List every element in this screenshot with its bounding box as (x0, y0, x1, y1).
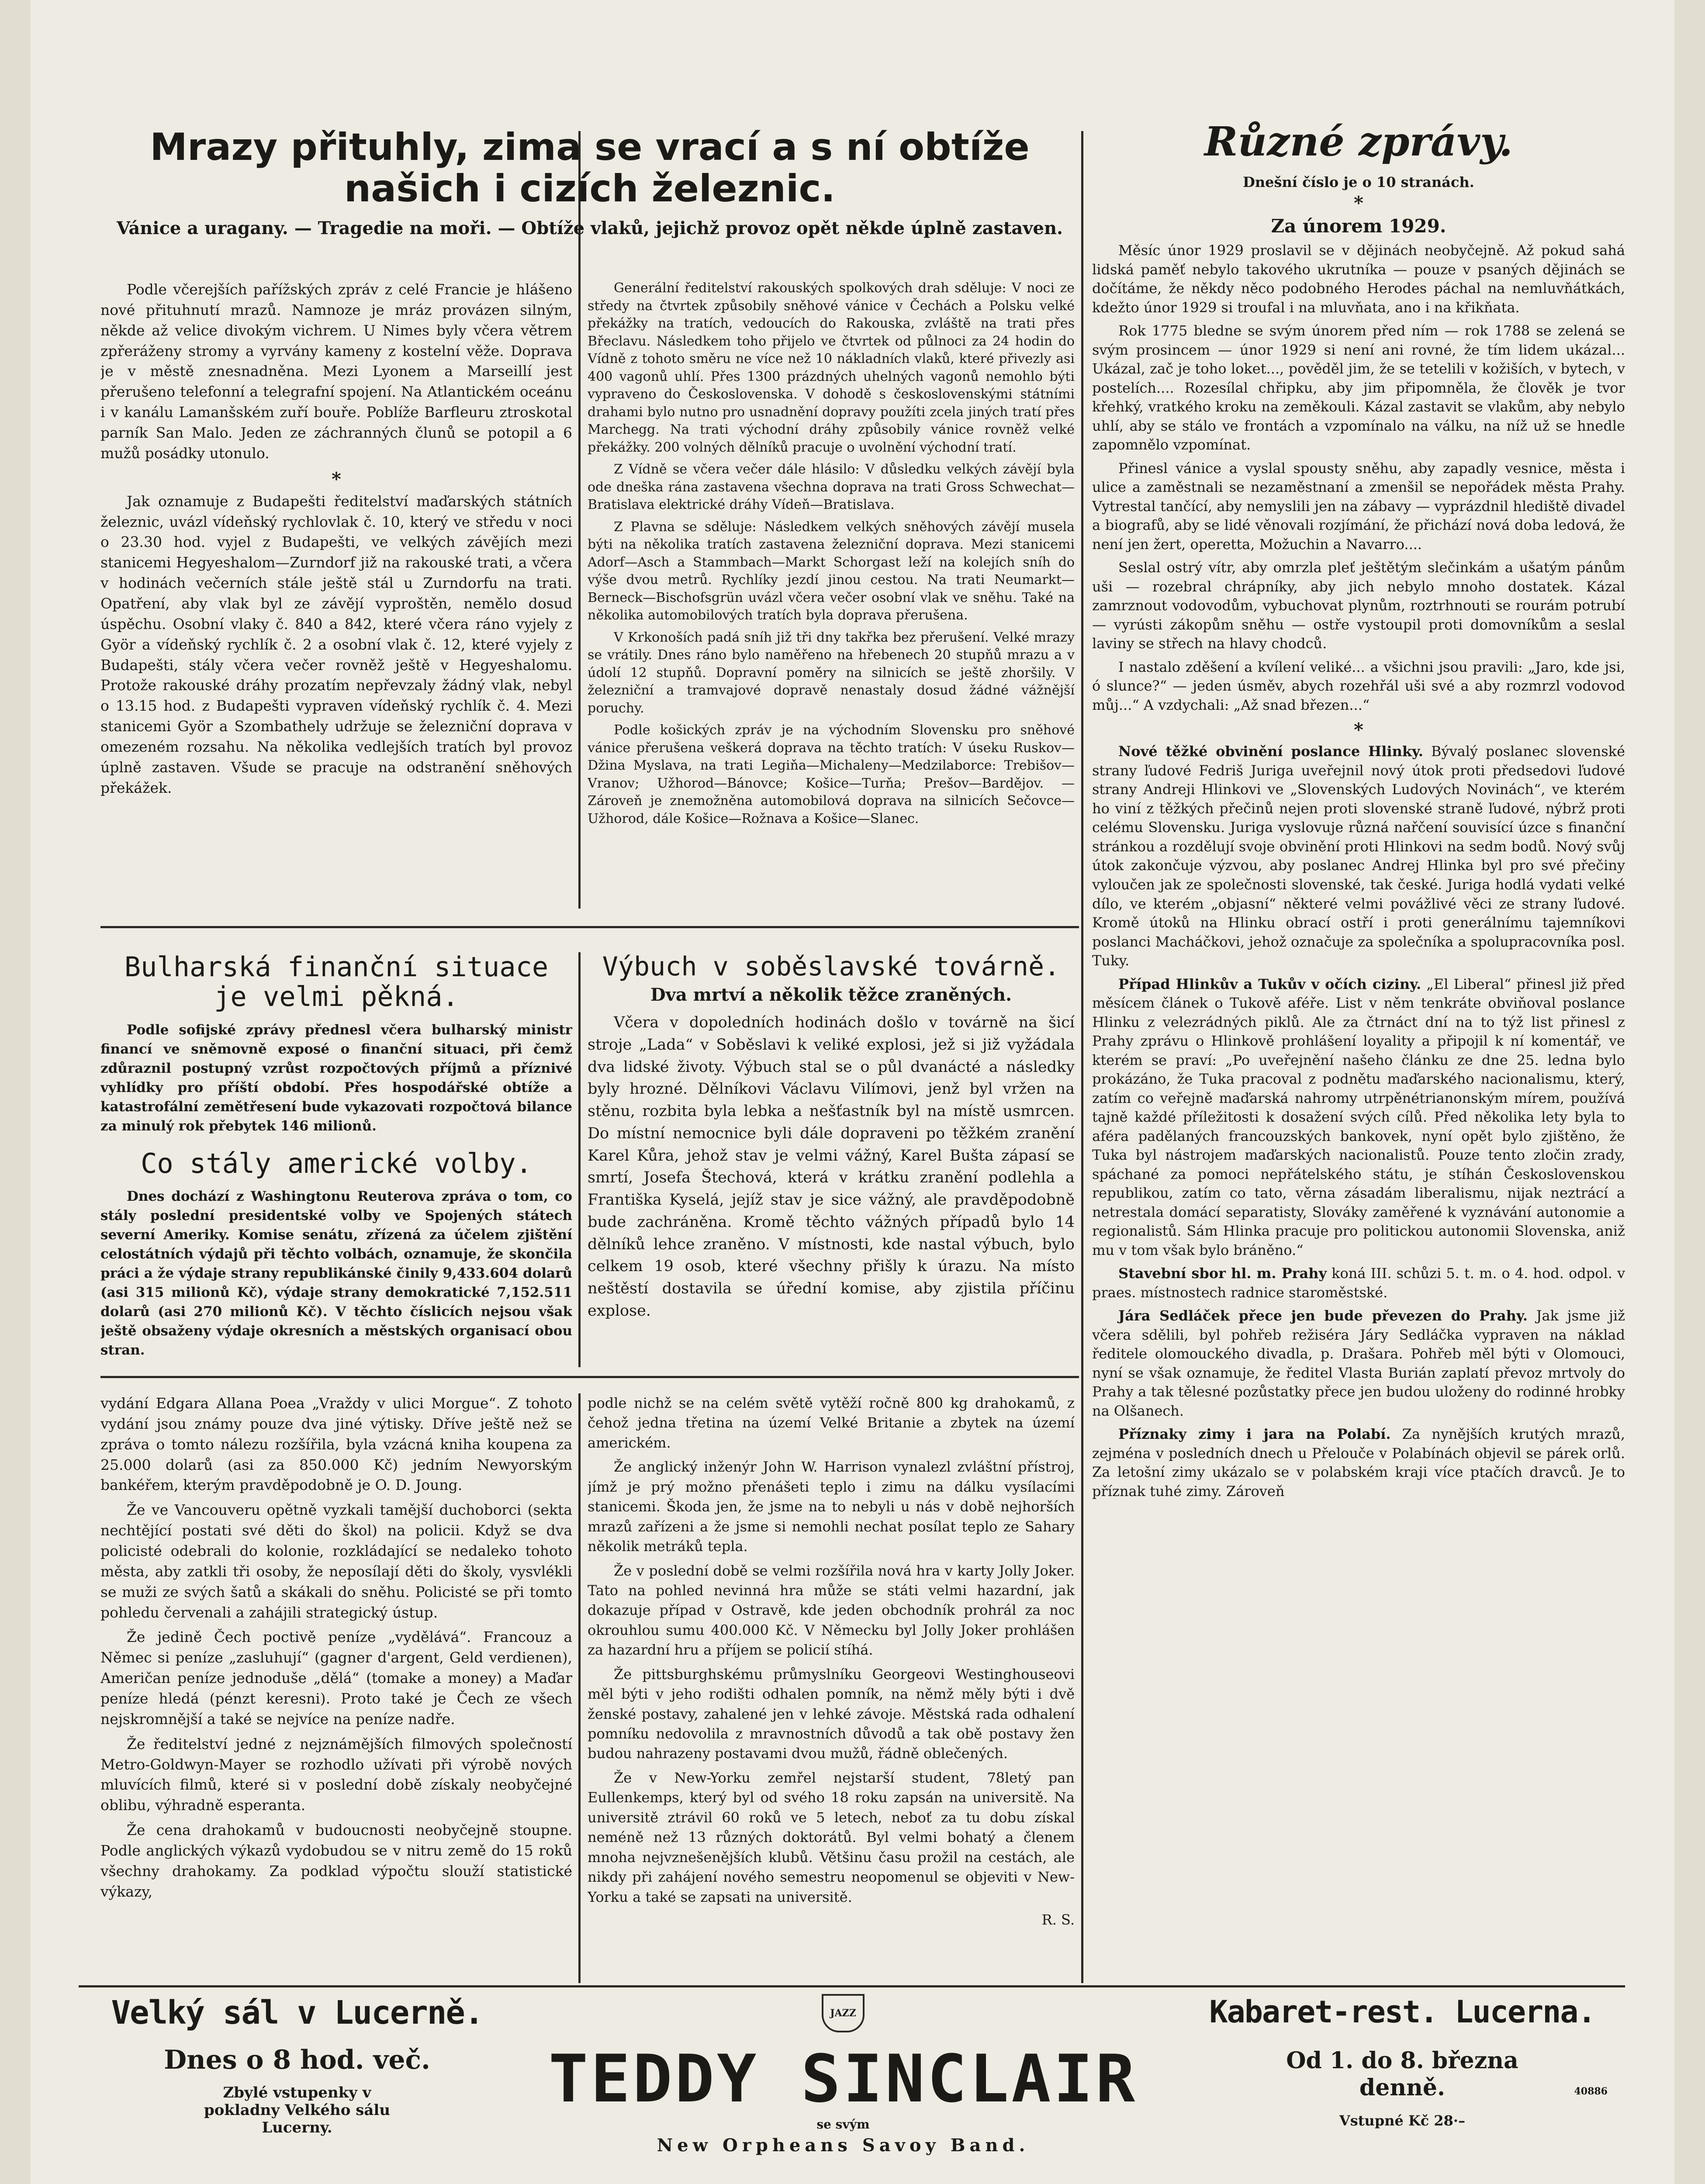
unor-title: Za únorem 1929. (1271, 215, 1446, 237)
page-edge-left (0, 0, 31, 2184)
ad-center-band: New Orpheans Savoy Band. (657, 2135, 1030, 2156)
vybuch-text: Včera v dopoledních hodinách došlo v továrně na šicí stroje „Lada“ v Soběslavi k veliké explosi, jež si již vyžádala dva lidské životy. Výbuch stal se o půl dvanácté a následky byly hrozné. Dělníkovi Václavu Vilímovi, jenž byl vržen na stěnu, rozbita byla lebka a nešťastník byl na místě usmrcen. Do místní nemocnice byli dále dopraveni po těžkém zranění Karel Kůra, jehož stav je velmi vážný, Karel Bušta zápasí se smrtí, Josefa Štechová, která v krátku zranění podlehla a Františka Kyselá, jejíž stav je sice vážný, ale pravděpodobně bude zachráněna. Kromě těchto vážných případů bylo 14 dělníků lehce zraněno. V místnosti, kde nastal výbuch, bylo celkem 19 osob, které všechny přišly k úrazu. Na místo neštěstí dostavila se úřední komise, aby zjistila příčinu explose. (588, 1014, 1075, 1320)
volby-headline: Co stály americké volby. (141, 1147, 532, 1180)
paragraph: Že v poslední době se velmi rozšířila nová hra v karty Jolly Joker. Tato na pohled nevinná hra může se státi velmi hazardní, jak dokazuje případ v Ostravě, kde jeden obchodník prohrál za noc okrouhlou sumu 400.000 Kč. V Německu byl Jolly Joker prohlášen za hazardní hru a příjem se policií stíhá. (588, 1562, 1075, 1659)
stav-text: koná III. schůzi 5. t. m. o 4. hod. odpol. v praes. místnostech radnice staroměstské. (1092, 1265, 1625, 1301)
ad-left-time: Dnes o 8 hod. več. (164, 2045, 430, 2075)
paragraph: Generální ředitelství rakouských spolkových drah sděluje: V noci ze středy na čtvrtek způsobily sněhové vánice v Čechách a Polsku velké překážky na tratích, vedoucích do Rakouska, zvláště na trati přes Břeclavu. Následkem toho přijelo ve čtvrtek od půlnoci za 24 hodin do Vídně z tohoto směru ne více než 10 nákladních vlaků, které přivezly asi 400 vagonů uhlí. Přes 1300 prázdných uhelných vagonů nemohlo býti vypraveno do Československa. V dohodě s československými státními drahami bylo nutno pro usnadnění dopravy použíti zcela jiných tratí přes Marchegg. Na trati východní dráhy způsobily vánice rovněž velké překážky. 200 volných dělníků pracuje o uvolnění východní tratí. (588, 280, 1075, 455)
jara-title: Jára Sedláček přece jen bude převezen do Prahy. (1118, 1307, 1528, 1324)
main-headline: Mrazy přituhly, zima se vrací a s ní obtíže našich i cizích železnic. (150, 127, 1030, 211)
ad-right-title: Kabaret-rest. Lucerna. (1209, 1994, 1595, 2030)
main-subheadline: Vánice a uragany. — Tragedie na moři. — Obtíže vlaků, jejichž provoz opět někde úplně zastaven. (117, 218, 1063, 239)
tuka-text: „El Liberal“ přinesl již před měsícem článek o Tukově aféře. List v něm tenkráte obviňoval poslance Hlinku z velezrádných piklů. Ale za čtrnáct dní na to týž list přinesl z Prahy zprávu o Hlinkově prohlášení loyality a připojil k ní komentář, ve kterém se praví: „Po uveřejnění našeho článku ze dne 25. ledna bylo prokázáno, že Tuka pracoval z podnětu maďarského nacionalismu, který, zatím co veřejně maďarská nahromy utrpěnétrianonským mírem, používá tajně každé příležitosti k dosažení svých cílů. Před několika lety byla to aféra padělaných francouzských bankovek, nyní opět bylo zjištěno, že Tuka byl nástrojem maďarských nacionalistů. Pouze tento zločin zrady, spáchané za pomoci nepřátelského státu, je stíhán Československou republikou, zatím co tato, věrna zásadám liberalismu, nijak neztrácí a netrestala domácí separatisty, Slováky zaměřené k vyznávání autonomie a regionalistů. Sám Hlinka pracuje pro politickou autonomii Slovenska, aniž mu v tom však bylo bráněno.“ (1092, 975, 1625, 1258)
ad-center-title: TEDDY SINCLAIR (548, 2041, 1138, 2117)
separator-star: * (332, 468, 341, 490)
paragraph: Přinesl vánice a vyslal spousty sněhu, aby zapadly vesnice, města i ulice a zaměstnali se nezaměstnaní a zmenšil se nepořádek města Prahy. Vytrestal tančící, aby nemyslili jen na zábavy — vyprázdnil hlediště divadel a biografů, aby se lidé věnovali rozjímání, že přichází nová doba ledová, že není jen žert, operetta, Možuchin a Navarro.... (1092, 460, 1625, 553)
paragraph: V Krkonoších padá sníh již tři dny takřka bez přerušení. Velké mrazy se vrátily. Dnes ráno bylo naměřeno na hřebenech 20 stupňů mrazu a v údolí 12 stupňů. Dopravní poměry na silnicích se ještě zhoršily. V železniční a tramvajové dopravě nenastaly dosud žádné vážnější poruchy. (588, 629, 1075, 716)
main-article-col1 (100, 280, 572, 922)
paragraph: Podle košických zpráv je na východním Slovensku pro sněhové vánice přerušena veškerá doprava na těchto tratích: V úseku Ruskov—Džina Myslava, na trati Legiňa—Michaleny—Medzilaborce: Trebišov—Vranov; Užhorod—Bánovce; Košice—Turňa; Prešov—Bardějov. — Zároveň je znemožněna automobilová doprava na silnicích Sečovce—Užhorod, dále Košice—Rožnava a Košice—Slanec. (588, 722, 1075, 826)
ruzne-zpravy (1092, 118, 1625, 1983)
ad-right-code: 40886 (1574, 2086, 1608, 2097)
ad-left-note: Zbylé vstupenky v pokladny Velkého sálu Lucerny. (204, 2084, 391, 2136)
paragraph: Že ve Vancouveru opětně vyzkali tamější duchoborci (sekta nechtějící postati své děti do škol) na policii. Když se dva policisté odebrali do kolonie, rozkládající se nedaleko tohoto města, aby zatkli tři osoby, že neposílají děti do školy, vysvlékli se muži ze svých šatů a skákali do sněhu. Policisté se při tomto pohledu červenali a zahájili strategický ústup. (100, 1501, 572, 1621)
bulharsko-headline: Bulharská finanční situace je velmi pěkná. (124, 952, 549, 1013)
issue-note: Dnešní číslo je o 10 stranách. (1243, 174, 1474, 190)
ruzne-title: Různé zprávy. (1204, 118, 1513, 165)
hlinka-title: Nové těžké obvinění poslance Hlinky. (1118, 743, 1424, 760)
ad-teddy-sinclair (520, 1994, 1166, 2182)
ad-right-dates: Od 1. do 8. března denně. (1286, 2047, 1518, 2101)
signature: R. S. (1041, 1911, 1075, 1928)
paragraph: Z Vídně se včera večer dále hlásilo: V důsledku velkých závějí byla ode dneška rána zastavena všechna doprava na trati Gross Schwechat—Bratislava elektrické dráhy Vídeň—Bratislava. (588, 462, 1075, 512)
curiosities-col2 (588, 1393, 1075, 1983)
ad-right-price: Vstupné Kč 28·– (1339, 2112, 1466, 2129)
ad-kabaret (1188, 1994, 1616, 2182)
ad-left-title: Velký sál v Lucerně. (111, 1994, 483, 2032)
page-edge-right (1674, 0, 1705, 2184)
paragraph: Seslal ostrý vítr, aby omrzla pleť ještětým slečinkám a ušatým pánům uši — rozebral chrápníky, aby jich nebylo mnoho dostatek. Kázal zamrznout vodovodům, vybuchovat plynům, roztrhnouti se rourám potrubí — vyrústi zákopům sněhu — ostře vystoupil proti domovníkům a seslal laviny se střech na hlavy chodců. (1092, 559, 1625, 652)
paragraph: Že cena drahokamů v budoucnosti neobyčejně stoupne. Podle anglických výkazů vydobudou se v nitru země do 15 roků všechny drahokamy. Za podklad výpočtu slouží statistické výkazy, (100, 1821, 572, 1900)
priznaky-text: Za nynějších krutých mrazů, zejména v posledních dnech u Přelouče v Polabínách objevil se párek orlů. Za letošní zimy ukázalo se v polabském kraji více ptačích dravců. Je to příznak tuhé zimy. Zároveň (1092, 1426, 1625, 1500)
tuka-title: Případ Hlinkův a Tukův v očích ciziny. (1118, 975, 1421, 992)
jazz-logo-icon: JAZZ (822, 1994, 865, 2032)
priznaky-title: Příznaky zimy i jara na Polabí. (1118, 1426, 1391, 1443)
separator-star: * (1354, 192, 1363, 214)
vybuch-headline: Výbuch v soběslavské továrně. (602, 952, 1060, 982)
curiosities-col1 (100, 1393, 572, 1983)
paragraph: Měsíc únor 1929 proslavil se v dějinách neobyčejně. Až pokud sahá lidská paměť nebylo takového ukrutníka — pouze v psaných dějinách se dočítáme, že někdy něco podobného Herodes páchal na nemluvňátkách, kdežto únor 1929 si troufal i na mluvňata, ano i na křikňata. (1092, 242, 1625, 316)
paragraph: vydání Edgara Allana Poea „Vraždy v ulici Morgue“. Z tohoto vydání jsou známy pouze dva jiné výtisky. Dříve ještě než se zpráva o tomto nálezu rozšířila, byla vzácná kniha koupena za 25.000 dolarů (asi za 850.000 Kč) jedním Newyorským bankéřem, kterým pravděpodobně je O. D. Joung. (100, 1395, 572, 1494)
paragraph: Podle včerejších pařížských zpráv z celé Francie je hlášeno nové přituhnutí mrazů. Namnoze je mráz provázen silným, někde až velice divokým vichrem. U Nimes byly včera větrem zpřeráženy stromy a vyrvány kameny z kostelní věže. Doprava je v městě znesnadněna. Mezi Lyonem a Marseillí jest přerušeno telefonní a telegrafní spojení. Na Atlantickém oceánu i v kanálu Lamanšském zuří bouře. Poblíže Barfleuru ztroskotal parník San Malo. Jeden ze záchranných člunů se potopil a 6 mužů posádky utonulo. (100, 281, 572, 462)
paragraph: Rok 1775 bledne se svým únorem před ním — rok 1788 se zelená se svým prosincem — únor 1929 si není ani rovné, že tím lidem ukázal... Ukázal, zač je toho loket..., pověděl jim, že se tetelili v kožiších, v bytech, v postelích.... Rozesílal chřipku, aby jim připomněla, že člověk je tvor křehký, vratkého kroku na zeměkouli. Kázal zastavit se vlakům, aby nebylo uhlí, aby se stálo ve frontách a vzpomínalo na válku, na níž už se hnedle zapomnělo vzpomínat. (1092, 322, 1625, 453)
bulharsko-article (100, 952, 572, 1372)
paragraph: Že v New-Yorku zemřel nejstarší student, 78letý pan Eullenkemps, který byl od svého 18 roku zapsán na universitě. Na universitě ztrávil 60 roků ve 5 letech, neboť za tu dobu získal neméně než 13 různých doktorátů. Byl velmi bohatý a členem mnoha nejvznešenějších klubů. Většinu času prožil na cestách, ale nikdy při zahájení nového semestru neopomenul se objeviti v New-Yorku a také se zapsati na universitě. (588, 1769, 1075, 1905)
jara-text: Jak jsme již včera sdělili, byl pohřeb režiséra Járy Sedláčka vypraven na náklad ředitele olomouckého divadla, p. Drašara. Pohřeb měl býti v Olomouci, nyní se však oznamuje, že ředitel Vlasta Burián zaplatí převoz mrtvoly do Prahy a tak tělesné pozůstatky přece jen budou uloženy do rodinné hrobky na Olšanech. (1092, 1307, 1625, 1419)
stav-title: Stavební sbor hl. m. Prahy (1118, 1265, 1327, 1282)
advertisement-band (79, 1994, 1616, 2182)
vybuch-subheadline: Dva mrtví a několik těžce zraněných. (650, 985, 1012, 1005)
paragraph: Z Plavna se sděluje: Následkem velkých sněhových závějí musela býti na několika tratích zastavena železniční doprava. Mezi stanicemi Adorf—Asch a Stammbach—Markt Schorgast leží na kolejích sníh do výše dvou metrů. Rychlíky jezdí jinou cestou. Na trati Neumarkt—Berneck—Bischofsgrün uvázl včera večer osobní vlak ve sněhu. Také na několika automobilových tratích byla doprava přerušena. (588, 519, 1075, 623)
volby-text: Dnes dochází z Washingtonu Reuterova zpráva o tom, co stály poslední presidentské volby ve Spojených státech severní Ameriky. Komise senátu, zřízená za účelem zjištění celostátních výdajů při těchto volbách, oznamuje, že skončila práci a že výdaje strany republikánské činily 9,433.604 dolarů (asi 315 milionů Kč), výdaje strany demokratické 7,152.511 dolarů (asi 270 milionů Kč). V těchto číslicích nejsou však ještě obsaženy výdaje okresních a městských organisací obou stran. (100, 1188, 572, 1358)
vybuch-article (588, 952, 1075, 1372)
paragraph: Že jedině Čech poctivě peníze „vydělává“. Francouz a Němec si peníze „zasluhují“ (gagner d'argent, Geld verdienen), Američan peníze jednoduše „dělá“ (tomake a money) a Maďar peníze hledá (pénzt keresni). Proto také je Čech ze všech nejskromnější a také se nejvíce na peníze nadře. (100, 1628, 572, 1728)
main-article-col2 (588, 280, 1075, 922)
paragraph: Že anglický inženýr John W. Harrison vynalezl zvláštní přístroj, jímž je prý možno přenášeti teplo i zimu na dálku vysílacími stanicemi. Škoda jen, že jsme na to nebyli u nás v době nejhorších mrazů zařízeni a že jsme si nemohli nechat posílat teplo ze Sahary několik metráků tepla. (588, 1458, 1075, 1555)
ad-center-sub: se svým (816, 2117, 870, 2132)
ad-velky-sal (79, 1994, 515, 2182)
paragraph: Že ředitelství jedné z nejznámějších filmových společností Metro-Goldwyn-Mayer se rozhodlo užívati při výrobě nových mluvících filmů, které si v poslední době získaly neobyčejné oblibu, výhradně esperanta. (100, 1735, 572, 1814)
paragraph: Že pittsburghskému průmyslníku Georgeovi Westinghouseovi měl býti v jeho rodišti odhalen pomník, na němž měly býti i dvě ženské postavy, zahalené jen v lehké závoje. Městská rada odhalení pomníku nedovolila z mravnostních důvodů a tak obě postavy žen budou nahrazeny postavami dvou mužů, řádně oblečených. (588, 1666, 1075, 1762)
paragraph: podle nichž se na celém světě vytěží ročně 800 kg drahokamů, z čehož jedna třetina na území Velké Britanie a zbytek na území americkém. (588, 1395, 1075, 1451)
paragraph: I nastalo zděšení a kvílení veliké... a všichni jsou pravili: „Jaro, kde jsi, ó slunce?“ — jeden úsměv, abych rozehřál uši své a aby rozmrzl vodovod můj...“ A vzdychali: „Až snad březen...“ (1092, 658, 1625, 713)
hlinka-text: Bývalý poslanec slovenské strany ľudové Fedriš Juriga uveřejnil nový útok proti předsedovi ľudové strany Andreji Hlinkovi ve „Slovenských Ludových Novinách“, ve kterém ho viní z těžkých přečinů nejen proti slovenské straně ľudové, nýbrž proti celému Slovensku. Juriga vyslovuje různá nařčení souvisící úzce s finanční stránkou a rozdělují svoje obvinění proti Hlinkovi na sedm bodů. Nový svůj útok zakončuje výzvou, aby poslanec Andrej Hlinka byl pro své přečiny vyloučen jak ze společnosti slovenské, tak české. Juriga hodlá vydati velké dílo, ve kterém „objasní“ některé velmi povážlivé věci ze strany ľudové. Kromě útoků na Hlinku obrací ostří i proti generálnímu tajemníkovi poslanci Macháčkovi, jehož označuje za společníka a spolupracovníka posl. Tuky. (1092, 743, 1625, 969)
bulharsko-text: Podle sofijské zprávy přednesl včera bulharský ministr financí ve sněmovně exposé o finanční situaci, při čemž zdůraznil postupný vzrůst rozpočtových příjmů a příznivé vyhlídky pro příští období. Přes hospodářské obtíže a katastrofální zemětřesení bude vykazovati rozpočtová bilance za minulý rok přebytek 146 milionů. (100, 1022, 572, 1134)
paragraph: Jak oznamuje z Budapešti ředitelství maďarských státních železnic, uvázl vídeňský rychlovlak č. 10, který ve středu v noci o 23.30 hod. vyjel z Budapešti, ve velkých závějích mezi stanicemi Hegyeshalom—Zurndorf již na rakouské trati, a včera v hodinách večerních stále ještě stál u Zurndorfu na trati. Opatření, aby vlak byl ze závějí vyproštěn, nemělo dosud úspěchu. Osobní vlaky č. 840 a 842, které včera ráno vyjely z Györ a vídeňský rychlík č. 2 a osobní vlak č. 12, které vyjely z Budapešti, stály včera večer rovněž ještě v Hegyeshalomu. Protože rakouské dráhy prozatím nepřevzaly žádný vlak, nebyl o 13.15 hod. z Budapešti vypraven vídeňský rychlík č. 4. Mezi stanicemi Györ a Szombathely udržuje se železniční doprava v omezeném rozsahu. Na několika vedlejších tratích byl provoz úplně zastaven. Všude se pracuje na odstranění sněhových překážek. (100, 492, 572, 796)
separator-star: * (1354, 719, 1363, 741)
